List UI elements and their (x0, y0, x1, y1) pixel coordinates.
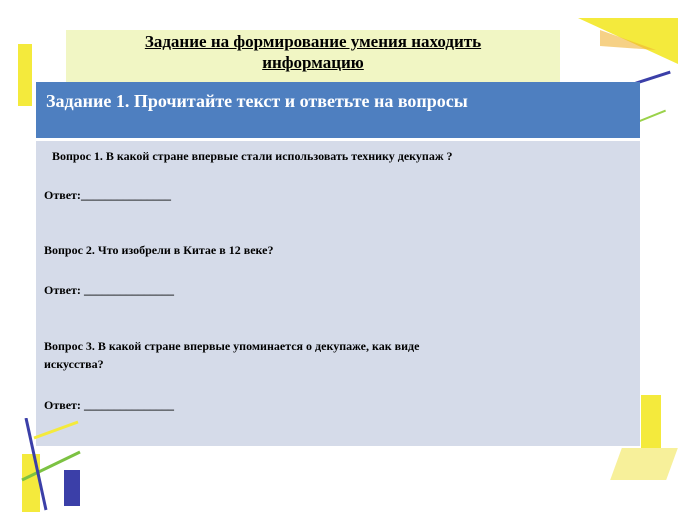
question-3-line-2: искусства? (44, 357, 104, 371)
decorative-yellow-stroke (34, 422, 78, 438)
decorative-yellow-shape (610, 448, 678, 480)
question-3-line-1: Вопрос 3. В какой стране впервые упоминается о декупаже, как виде (44, 339, 420, 353)
answer-3-blank[interactable]: _______________ (83, 398, 174, 412)
answer-3 (44, 396, 174, 414)
answer-2-label: Ответ: (44, 283, 84, 297)
answer-3-label: Ответ: (44, 398, 84, 412)
task-header (36, 82, 640, 138)
page-title-line-1: Задание на формирование умения находить (144, 32, 482, 51)
task-header-title: Задание 1. Прочитайте текст и ответьте на вопросы (46, 91, 468, 111)
answer-1 (44, 186, 171, 204)
answer-2-blank[interactable]: _______________ (83, 283, 174, 297)
answer-1-label: Ответ: (44, 188, 81, 202)
question-3 (44, 337, 419, 373)
decorative-yellow-block (22, 454, 40, 512)
decorative-yellow-bar-left (18, 44, 32, 106)
questions-panel (36, 140, 640, 446)
page-title-line-2: информацию (262, 53, 364, 72)
answer-1-blank[interactable]: _______________ (80, 188, 171, 202)
question-2: Вопрос 2. Что изобрели в Китае в 12 веке? (44, 243, 274, 257)
answer-2 (44, 281, 174, 299)
page-title (66, 31, 560, 73)
decorative-blue-block (64, 470, 80, 506)
question-1: Вопрос 1. В какой стране впервые стали использовать технику декупаж ? (52, 149, 453, 163)
decorative-crossed-lines (18, 418, 90, 518)
